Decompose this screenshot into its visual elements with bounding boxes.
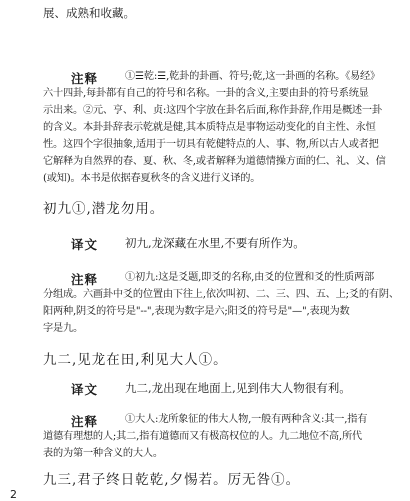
annotation-line: ①☰乾:☰,乾卦的卦画、符号;乾,这一卦画的名称。《易经》 [125, 71, 381, 82]
annotation-line: ①大人:龙所象征的伟大人物,一般有两种含义:其一,指有 [125, 414, 368, 425]
page-number: 2 [10, 488, 17, 501]
text-line: 展、成熟和收藏。 [43, 6, 135, 20]
translation-label: 译文 [71, 382, 99, 397]
annotation-line: 表的为第一种含义的大人。 [43, 448, 163, 459]
annotation-line: 道德有理想的人;其二,指有道德而又有极高权位的人。九二地位不高,所代 [43, 431, 362, 442]
annotation-line: 字是九。 [43, 323, 83, 334]
annotation-label: 注释 [71, 414, 99, 429]
annotation-line: ①初九:这是爻题,即爻的名称,由爻的位置和爻的性质两部 [125, 272, 375, 283]
annotation-line: 的含义。本卦卦辞表示乾就是健,其本质特点是事物运动变化的自主性、永恒 [43, 122, 376, 133]
classic-line: 九三,君子终日乾乾,夕惕若。厉无咎①。 [43, 472, 301, 488]
annotation-line: 性。这四个字很抽象,适用于一切具有乾健特点的人、事、物,所以古人或者把 [43, 139, 379, 150]
classic-line: 九二,见龙在田,利见大人①。 [43, 352, 228, 368]
annotation-line: (或知)。本书是依据春夏秋冬的含义进行义译的。 [43, 173, 261, 184]
annotation-line: 它解释为自然界的春、夏、秋、冬,或者解释为道德情操方面的仁、礼、义、信 [43, 156, 386, 167]
translation-line: 初九,龙深藏在水里,不要有所作为。 [125, 236, 305, 250]
annotation-label: 注释 [71, 272, 99, 287]
annotation-line: 分组成。六画卦中爻的位置由下往上,依次叫初、二、三、四、五、上;爻的有阴、 [43, 289, 399, 300]
translation-line: 九二,龙出现在地面上,见到伟大人物很有利。 [125, 381, 351, 395]
annotation-line: 示出来。②元、亨、利、贞:这四个字放在卦名后面,称作卦辞,作用是概述一卦 [43, 105, 382, 116]
translation-label: 译文 [71, 237, 99, 252]
classic-line: 初九①,潜龙勿用。 [43, 201, 165, 217]
annotation-line: 阳两种,阴爻的符号是"--",表现为数字是六;阳爻的符号是"—",表现为数 [43, 306, 350, 317]
annotation-line: 六十四卦,每卦都有自己的符号和名称。一卦的含义,主要由卦的符号系统显 [43, 88, 369, 99]
annotation-label: 注释 [71, 71, 99, 86]
